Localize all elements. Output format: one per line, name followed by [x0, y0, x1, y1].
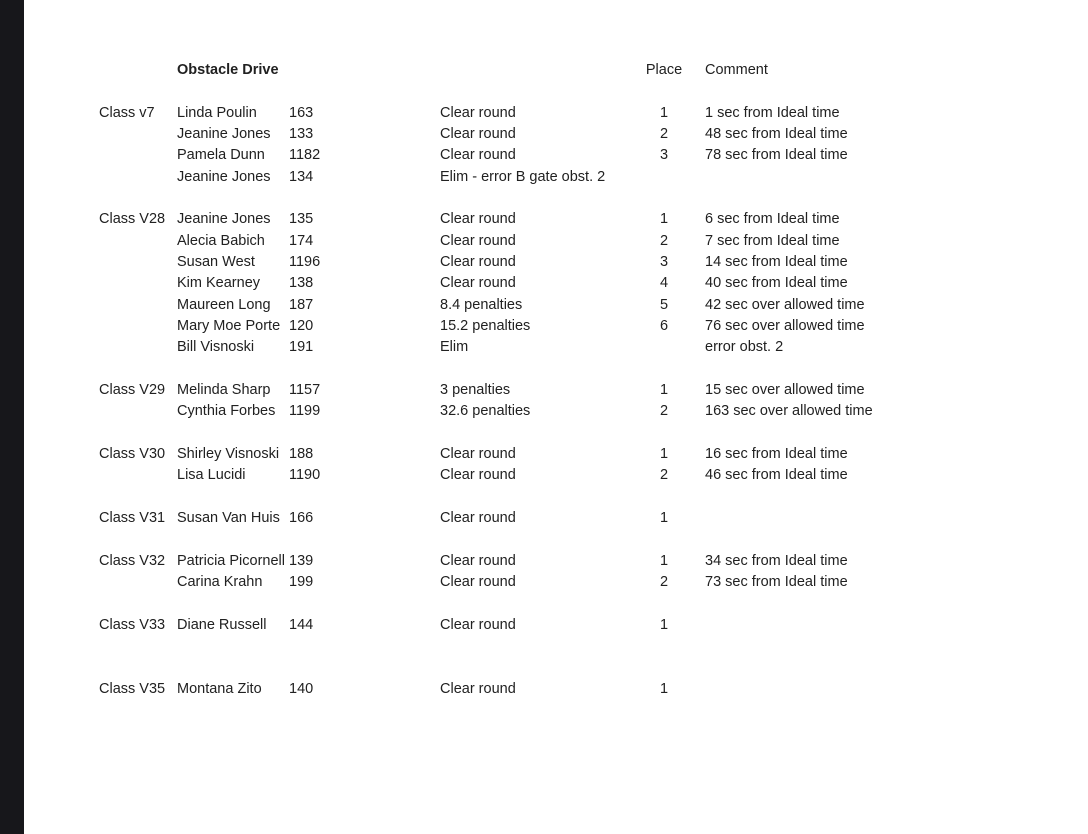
- class-label: Class V28: [99, 211, 166, 228]
- place-value: 3: [659, 147, 669, 164]
- comment-column-header: Comment: [705, 62, 768, 78]
- document-title: Obstacle Drive: [177, 62, 279, 78]
- result-row: [0, 209, 1088, 230]
- entry-number: 174: [289, 232, 314, 249]
- class-block-v31: [0, 508, 1088, 529]
- place-value: 1: [659, 552, 669, 569]
- rider-name: Susan West: [177, 253, 255, 270]
- place-value: 1: [659, 211, 669, 228]
- comment-text: 42 sec over allowed time: [705, 296, 865, 313]
- entry-number: 134: [289, 168, 314, 185]
- class-label: Class V31: [99, 509, 166, 526]
- result-text: 3 penalties: [440, 381, 511, 398]
- entry-number: 135: [289, 211, 314, 228]
- result-row: [0, 615, 1088, 636]
- entry-number: 120: [289, 317, 314, 334]
- result-row: [0, 508, 1088, 529]
- result-text: Clear round: [440, 616, 516, 633]
- place-value: 5: [659, 296, 669, 313]
- rider-name: Maureen Long: [177, 296, 271, 313]
- result-row: [0, 465, 1088, 486]
- place-value: 3: [659, 253, 669, 270]
- comment-text: 48 sec from Ideal time: [705, 125, 848, 142]
- result-row: [0, 103, 1088, 124]
- comment-text: 7 sec from Ideal time: [705, 232, 840, 249]
- class-label: Class V29: [99, 381, 166, 398]
- result-text: Clear round: [440, 509, 516, 526]
- result-text: Clear round: [440, 232, 516, 249]
- rider-name: Jeanine Jones: [177, 125, 271, 142]
- comment-text: 15 sec over allowed time: [705, 381, 865, 398]
- rider-name: Bill Visnoski: [177, 339, 255, 356]
- place-value: 4: [659, 275, 669, 292]
- result-row: [0, 551, 1088, 572]
- place-value: 1: [659, 381, 669, 398]
- class-label: Class V32: [99, 552, 166, 569]
- place-value: 1: [659, 680, 669, 697]
- place-value: 2: [659, 467, 669, 484]
- comment-text: 1 sec from Ideal time: [705, 104, 840, 121]
- rider-name: Linda Poulin: [177, 104, 257, 121]
- rider-name: Lisa Lucidi: [177, 467, 246, 484]
- entry-number: 1196: [289, 253, 321, 270]
- place-value: 2: [659, 125, 669, 142]
- class-block-v33: [0, 615, 1088, 636]
- entry-number: 144: [289, 616, 314, 633]
- result-row: [0, 444, 1088, 465]
- result-text: Elim - error B gate obst. 2: [440, 168, 606, 185]
- rider-name: Pamela Dunn: [177, 147, 265, 164]
- rider-name: Susan Van Huis: [177, 509, 280, 526]
- comment-text: 14 sec from Ideal time: [705, 253, 848, 270]
- rider-name: Alecia Babich: [177, 232, 265, 249]
- result-row: [0, 252, 1088, 273]
- class-label: Class V30: [99, 445, 166, 462]
- comment-text: 16 sec from Ideal time: [705, 445, 848, 462]
- result-row: [0, 145, 1088, 166]
- comment-text: 34 sec from Ideal time: [705, 552, 848, 569]
- place-value: 1: [659, 445, 669, 462]
- entry-number: 1199: [289, 403, 321, 420]
- result-row: [0, 295, 1088, 316]
- class-label: Class V33: [99, 616, 166, 633]
- class-label: Class V35: [99, 680, 166, 697]
- result-text: Clear round: [440, 125, 516, 142]
- rider-name: Jeanine Jones: [177, 168, 271, 185]
- comment-text: 78 sec from Ideal time: [705, 147, 848, 164]
- result-row: [0, 337, 1088, 358]
- class-block-v29: [0, 380, 1088, 423]
- comment-text: error obst. 2: [705, 339, 784, 356]
- comment-text: 76 sec over allowed time: [705, 317, 865, 334]
- place-value: 6: [659, 317, 669, 334]
- result-row: [0, 273, 1088, 294]
- entry-number: 188: [289, 445, 314, 462]
- result-text: Clear round: [440, 573, 516, 590]
- entry-number: 138: [289, 275, 314, 292]
- place-value: 1: [659, 616, 669, 633]
- entry-number: 187: [289, 296, 314, 313]
- rider-name: Montana Zito: [177, 680, 262, 697]
- comment-text: 6 sec from Ideal time: [705, 211, 840, 228]
- class-block-v35: [0, 679, 1088, 700]
- rider-name: Carina Krahn: [177, 573, 263, 590]
- entry-number: 133: [289, 125, 314, 142]
- result-row: [0, 380, 1088, 401]
- rider-name: Cynthia Forbes: [177, 403, 276, 420]
- result-row: [0, 401, 1088, 422]
- rider-name: Jeanine Jones: [177, 211, 271, 228]
- comment-text: 163 sec over allowed time: [705, 403, 873, 420]
- class-block-v30: [0, 444, 1088, 487]
- place-column-header: Place: [645, 62, 683, 78]
- result-text: Clear round: [440, 253, 516, 270]
- place-value: 1: [659, 509, 669, 526]
- class-block-v32: [0, 551, 1088, 594]
- entry-number: 191: [289, 339, 314, 356]
- place-value: 1: [659, 104, 669, 121]
- result-text: Clear round: [440, 275, 516, 292]
- header-row: [0, 60, 1088, 81]
- result-text: 8.4 penalties: [440, 296, 523, 313]
- result-text: Clear round: [440, 552, 516, 569]
- entry-number: 1157: [289, 381, 321, 398]
- result-text: Elim: [440, 339, 469, 356]
- comment-text: 46 sec from Ideal time: [705, 467, 848, 484]
- entry-number: 1190: [289, 467, 321, 484]
- entry-number: 140: [289, 680, 314, 697]
- result-text: Clear round: [440, 147, 516, 164]
- rider-name: Melinda Sharp: [177, 381, 271, 398]
- entry-number: 199: [289, 573, 314, 590]
- comment-text: 40 sec from Ideal time: [705, 275, 848, 292]
- entry-number: 1182: [289, 147, 321, 164]
- class-block-v28: [0, 209, 1088, 358]
- result-text: Clear round: [440, 445, 516, 462]
- result-row: [0, 124, 1088, 145]
- comment-text: 73 sec from Ideal time: [705, 573, 848, 590]
- result-text: Clear round: [440, 104, 516, 121]
- place-value: 2: [659, 232, 669, 249]
- rider-name: Patricia Picornell: [177, 552, 285, 569]
- result-text: Clear round: [440, 467, 516, 484]
- result-text: 32.6 penalties: [440, 403, 531, 420]
- result-text: 15.2 penalties: [440, 317, 531, 334]
- rider-name: Mary Moe Porte: [177, 317, 281, 334]
- result-row: [0, 679, 1088, 700]
- result-text: Clear round: [440, 680, 516, 697]
- entry-number: 139: [289, 552, 314, 569]
- result-row: [0, 167, 1088, 188]
- class-block-v7: [0, 103, 1088, 188]
- result-row: [0, 572, 1088, 593]
- place-value: 2: [659, 573, 669, 590]
- result-row: [0, 231, 1088, 252]
- rider-name: Kim Kearney: [177, 275, 261, 292]
- rider-name: Diane Russell: [177, 616, 267, 633]
- class-label: Class v7: [99, 104, 155, 121]
- result-text: Clear round: [440, 211, 516, 228]
- result-row: [0, 316, 1088, 337]
- entry-number: 166: [289, 509, 314, 526]
- entry-number: 163: [289, 104, 314, 121]
- rider-name: Shirley Visnoski: [177, 445, 280, 462]
- place-value: 2: [659, 403, 669, 420]
